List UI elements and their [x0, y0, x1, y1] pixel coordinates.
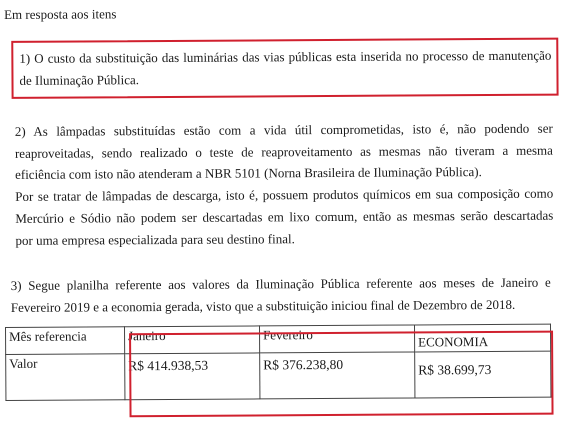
intro-text: Em resposta aos itens — [4, 6, 117, 22]
item1-line-1: 1) O custo da substituição das luminárias das vias públicas esta inserida no processo de manutenção — [19, 47, 552, 66]
item3-line-2: Fevereiro 2019 e a economia gerada, visto que a substituição iniciou final de Dezembro de 2018. — [10, 296, 516, 315]
table-month-economia: ECONOMIA — [414, 324, 550, 352]
item2-line-2: reaproveitadas, sendo realizado o teste de reaproveitamento as mesmas não tiveram a mesma — [14, 142, 553, 161]
table-value-janeiro: R$ 414.938,53 — [125, 353, 260, 400]
item2-line-6: por uma empresa especializada para seu destino final. — [15, 231, 295, 248]
table-value-fevereiro: R$ 376.238,80 — [260, 352, 415, 399]
table-month-fevereiro: Fevereiro — [259, 325, 414, 353]
item3-line-1: 3) Segue planilha referente aos valores da Iluminação Pública referente aos meses de Janeiro e — [10, 274, 551, 293]
table-value-economia: R$ 38.699,73 — [415, 351, 551, 398]
table-month-janeiro: Janeiro — [124, 326, 259, 354]
item1-line-2: de Iluminação Pública. — [19, 72, 140, 88]
item2-line-3: eficiência com isto não atenderam a NBR 5101 (Norna Brasileira de Iluminação Pública). — [15, 164, 482, 182]
item2-line-5: Mercúrio e Sódio não podem ser descartadas em lixo comum, então as mesmas serão descartadas — [15, 207, 554, 226]
highlight-box-table — [129, 331, 554, 418]
table-header-label: Mês referencia — [6, 327, 125, 355]
table-row-label: Valor — [6, 354, 125, 401]
highlight-box-item1 — [11, 38, 558, 99]
item2-line-1: 2) As lâmpadas substituídas estão com a vida útil comprometidas, isto é, não podendo ser — [14, 120, 553, 139]
item2-line-4: Por se tratar de lâmpadas de descarga, isto é, possuem produtos químicos em sua composição como — [15, 185, 554, 204]
